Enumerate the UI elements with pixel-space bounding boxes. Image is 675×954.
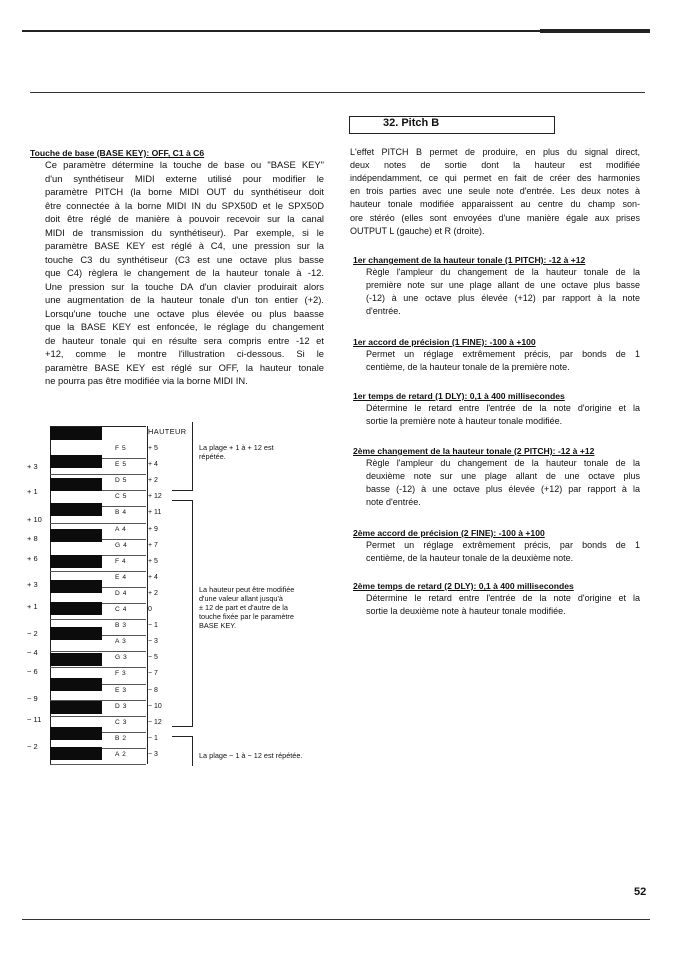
param-text-line: centième, de la hauteur tonale de la deuxième note.: [366, 553, 574, 564]
white-key-value: − 5: [148, 654, 158, 662]
black-key-value: + 3: [27, 462, 38, 471]
black-key: [50, 503, 102, 516]
section-title-box: [349, 116, 555, 134]
white-key-note: E 3: [115, 686, 127, 694]
base-key-text-line: Lorsqu'une touche une octave plus élevée ou plus baasse: [45, 307, 324, 319]
page-number: 52: [634, 886, 647, 898]
intro-text-line: hauteur tonale modifiée apparaissent au centre du champ son-: [350, 199, 640, 210]
base-key-text-line: d'un synthétiseur MIDI externe utilisé pour modifier le: [45, 172, 324, 184]
top-rule-accent: [540, 29, 650, 33]
black-key-value: + 3: [27, 580, 38, 589]
white-key-value: + 7: [148, 541, 158, 549]
diagram-note-top: La plage + 1 à + 12 est: [199, 443, 274, 452]
base-key-text-line: de hauteur tonale qui en résulte sera compris entre -12 et: [45, 334, 324, 346]
white-key-value: + 2: [148, 477, 158, 485]
white-key-note: C 4: [115, 606, 128, 613]
white-key-note: F 3: [115, 670, 127, 678]
bracket-mid-foot: [172, 726, 193, 727]
white-key-value: + 5: [148, 557, 158, 565]
white-key-value: + 9: [148, 525, 158, 533]
white-key-note: D 5: [115, 477, 128, 485]
white-key-value: − 1: [148, 622, 158, 630]
black-key-value: − 2: [27, 629, 38, 638]
white-key-value: 0: [148, 606, 152, 613]
white-key-value: − 10: [148, 702, 162, 710]
intro-text-line: en trois parties avec une seule note d'entrée. Les deux notes à: [350, 186, 640, 197]
param-text-line: sortie la deuxième note à hauteur tonale modifiée.: [366, 606, 566, 617]
white-key-value: − 3: [148, 750, 158, 758]
white-key-value: + 4: [148, 461, 158, 469]
black-key-value: − 6: [27, 667, 38, 676]
intro-text-line: ore stéréo (elles sont envoyées d'une manière égale aux prises: [350, 212, 640, 223]
bracket-bottom-head: [172, 736, 193, 737]
white-key-divider: [50, 667, 146, 668]
header-rule: [30, 92, 645, 93]
white-key-value: + 5: [148, 445, 158, 452]
white-key-value: − 3: [148, 638, 158, 646]
white-key-divider: [50, 764, 146, 765]
diagram-note-middle: touche fixée par le paramètre: [199, 612, 294, 621]
base-key-text-line: Ce paramètre détermine la touche de base ou "BASE KEY": [45, 159, 324, 170]
base-key-text-line: paramètre PITCH (la borne MIDI OUT du synthétiseur doit: [45, 186, 324, 197]
base-key-text-line: paramètre BASE KEY est réglé sur OFF, la hauteur tonale: [45, 361, 324, 373]
param-text-line: Détermine le retard entre l'entrée de la note d'origine et la: [366, 403, 640, 413]
param-text-line: première note sur une plage allant de une octave plus basse: [366, 280, 640, 291]
param-text-line: basse (-12) à une octave plus élevée (+12) par rapport à la: [366, 484, 640, 495]
black-key-value: − 11: [27, 715, 42, 724]
black-key-value: + 1: [27, 602, 38, 611]
bracket-top-line: [192, 422, 193, 490]
base-key-text-line: ne pourra pas être modifiée via la borne MIDI IN.: [45, 375, 248, 386]
param-text-line: Règle l'ampleur du changement de la hauteur tonale de la: [366, 458, 640, 468]
intro-text-line: L'effet PITCH B permet de produire, en plus du signal direct,: [350, 147, 640, 157]
intro-text-line: indépendamment, ce qui permet en fait de créer des harmonies: [350, 173, 640, 184]
base-key-text-line: +12, comme le montre l'illustration ci-dessous. Si le: [45, 348, 324, 359]
base-key-text-line: paramètre BASE KEY est réglé à C4, une pression sur la: [45, 240, 324, 251]
param-heading: 1er changement de la hauteur tonale (1 PITCH): -12 à +12: [353, 255, 586, 265]
black-key-value: − 2: [27, 742, 38, 751]
black-key: [50, 478, 102, 491]
white-key-note: D 4: [115, 589, 128, 597]
black-key: [50, 555, 102, 568]
black-key-value: − 4: [27, 648, 38, 657]
white-key-divider: [50, 716, 146, 717]
black-key-value: + 8: [27, 534, 38, 543]
white-key-value: − 1: [148, 734, 158, 742]
param-heading: 2ème accord de précision (2 FINE): -100 à +100: [353, 528, 545, 538]
param-text-line: d'entrée.: [366, 306, 401, 317]
param-heading: 1er accord de précision (1 FINE): -100 à +100: [353, 337, 536, 347]
base-key-text-line: être connectée à la borne MIDI IN du SPX50D et le SPX50D: [45, 199, 324, 211]
diagram-note-top: répétée.: [199, 452, 226, 461]
bracket-top-foot: [172, 490, 193, 491]
white-key-value: − 7: [148, 670, 158, 678]
white-key-note: A 3: [115, 638, 127, 646]
black-key-value: + 6: [27, 554, 38, 563]
diagram-note-middle: La hauteur peut être modifiée: [199, 585, 295, 594]
param-text-line: deuxième note sur une plage allant de une octave plus: [366, 471, 640, 482]
section-title: 32. Pitch B: [383, 117, 440, 129]
white-key-note: B 2: [115, 734, 127, 742]
white-key-divider: [50, 571, 146, 572]
base-key-text-line: doit être réglé de manière à pouvoir recevoir sur la canal: [45, 213, 324, 224]
base-key-text-line: Une pression sur la touche DA d'un clavier produirait alors: [45, 280, 324, 292]
white-key-value: + 12: [148, 493, 162, 501]
white-key-note: C 5: [115, 493, 128, 501]
white-key-note: E 5: [115, 461, 127, 469]
white-key-divider: [50, 619, 146, 620]
white-key-divider: [50, 474, 146, 475]
black-key: [50, 427, 102, 440]
black-key-value: − 9: [27, 694, 38, 703]
white-key-note: G 4: [115, 541, 128, 549]
white-key-note: D 3: [115, 702, 128, 710]
param-heading: 2ème temps de retard (2 DLY): 0,1 à 400 millisecondes: [353, 581, 574, 591]
black-key: [50, 529, 102, 542]
white-key-note: F 5: [115, 445, 127, 452]
white-key-divider: [50, 523, 146, 524]
white-key-note: E 4: [115, 573, 127, 581]
param-heading: 1er temps de retard (1 DLY): 0,1 à 400 millisecondes: [353, 391, 565, 401]
base-key-heading: Touche de base (BASE KEY): OFF, C1 à C6: [30, 148, 205, 158]
white-key-note: B 3: [115, 622, 127, 630]
bracket-mid-line: [192, 500, 193, 726]
black-key: [50, 701, 102, 714]
param-text-line: note d'entrée.: [366, 497, 421, 508]
param-text-line: Permet un réglage extrêmement précis, par bonds de 1: [366, 540, 640, 550]
hauteur-label: HAUTEUR: [148, 427, 187, 436]
white-key-note: A 4: [115, 525, 127, 533]
black-key: [50, 455, 102, 468]
base-key-text-line: que la BASE KEY est enfoncée, le réglage du changement: [45, 321, 324, 332]
black-key: [50, 653, 102, 666]
base-key-text-line: touche C3 du synthétiseur (C3 est une octave plus basse: [45, 253, 324, 265]
diagram-note-middle: d'une valeur allant jusqu'à: [199, 594, 283, 603]
black-key: [50, 727, 102, 740]
param-text-line: Détermine le retard entre l'entrée de la note d'origine et la: [366, 593, 640, 603]
white-key-note: C 3: [115, 718, 128, 726]
black-key: [50, 678, 102, 691]
white-key-value: − 12: [148, 718, 162, 726]
black-key: [50, 627, 102, 640]
base-key-text-line: que C4) règlera le changement de la hauteur tonale à -12.: [45, 267, 324, 278]
white-key-note: A 2: [115, 750, 127, 758]
black-key-value: + 10: [27, 515, 42, 524]
white-key-value: − 8: [148, 686, 158, 694]
param-text-line: centième, de la hauteur tonale de la première note.: [366, 362, 570, 373]
white-key-value: + 4: [148, 573, 158, 581]
black-key: [50, 580, 102, 593]
bottom-rule: [22, 919, 650, 920]
white-key-note: G 3: [115, 654, 128, 662]
base-key-text-line: une augmentation de la hauteur tonale d'un ton entier (+2).: [45, 294, 324, 305]
param-text-line: Règle l'ampleur du changement de la hauteur tonale de la: [366, 267, 640, 277]
white-key-note: F 4: [115, 557, 127, 565]
base-key-text-line: MIDI de transmission du synthétiseur). Par exemple, si le: [45, 226, 324, 238]
black-key-value: + 1: [27, 487, 38, 496]
param-text-line: sortie la première note à hauteur tonale modifiée.: [366, 416, 563, 427]
diagram-note-middle: ± 12 de part et d'autre de la: [199, 603, 288, 612]
bracket-mid-head: [172, 500, 193, 501]
param-heading: 2ème changement de la hauteur tonale (2 PITCH): -12 à +12: [353, 446, 595, 456]
param-text-line: (-12) à une octave plus élevée (+12) par rapport à la note: [366, 293, 640, 304]
black-key: [50, 602, 102, 615]
intro-text-line: deux notes de sortie dont la hauteur est modifiée: [350, 160, 640, 171]
black-key: [50, 747, 102, 760]
intro-text-line: OUTPUT L (gauche) et R (droite).: [350, 225, 485, 236]
diagram-note-bottom: La plage − 1 à − 12 est répétée.: [199, 751, 303, 760]
diagram-note-middle: BASE KEY.: [199, 621, 237, 630]
white-key-value: + 2: [148, 589, 158, 597]
white-key-value: + 11: [148, 509, 162, 517]
bracket-bottom-line: [192, 736, 193, 766]
param-text-line: Permet un réglage extrêmement précis, par bonds de 1: [366, 349, 640, 359]
white-key-note: B 4: [115, 509, 127, 517]
